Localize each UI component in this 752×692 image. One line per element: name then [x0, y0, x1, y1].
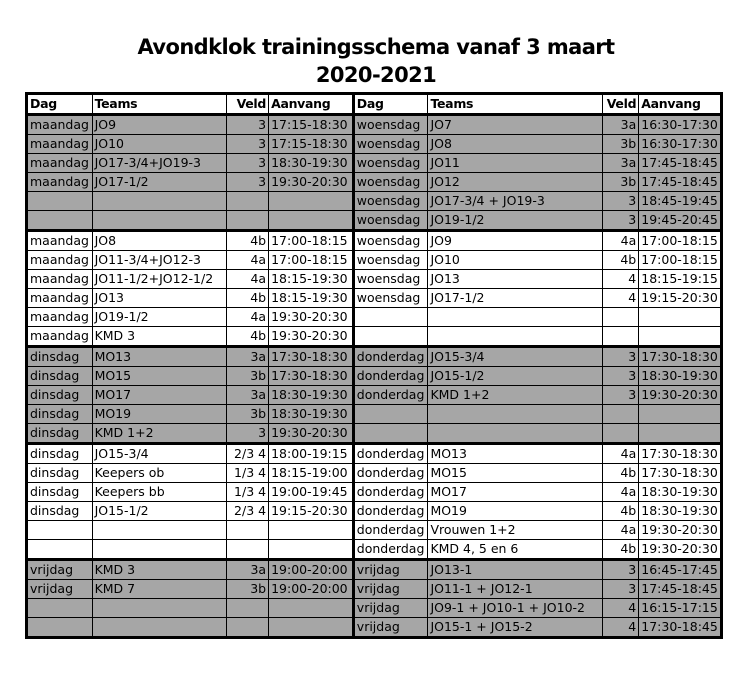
left-veld-cell: 3 [226, 173, 268, 192]
right-team-cell: Vrouwen 1+2 [428, 521, 603, 540]
right-veld-cell: 4a [602, 231, 638, 251]
left-dag-cell: maandag [27, 270, 93, 289]
left-veld-cell [226, 192, 268, 211]
right-team-cell: JO9-1 + JO10-1 + JO10-2 [428, 599, 603, 618]
right-team-cell: KMD 4, 5 en 6 [428, 540, 603, 560]
right-team-cell: JO17-3/4 + JO19-3 [428, 192, 603, 211]
left-veld-cell: 3b [226, 405, 268, 424]
right-aanvang-cell [639, 327, 722, 347]
right-veld-cell: 3 [602, 580, 638, 599]
right-veld-cell: 4b [602, 251, 638, 270]
left-aanvang-cell: 19:30-20:30 [269, 173, 354, 192]
right-team-cell: JO8 [428, 135, 603, 154]
left-team-cell: Keepers ob [92, 464, 226, 483]
left-team-cell: KMD 3 [92, 327, 226, 347]
right-aanvang-cell: 19:30-20:30 [639, 540, 722, 560]
right-dag-cell: donderdag [353, 347, 428, 367]
right-aanvang-cell: 19:30-20:30 [639, 386, 722, 405]
right-team-cell [428, 424, 603, 444]
right-dag-cell: woensdag [353, 154, 428, 173]
left-veld-cell: 4a [226, 251, 268, 270]
right-aanvang-cell: 19:45-20:45 [639, 211, 722, 231]
left-dag-cell: dinsdag [27, 424, 93, 444]
left-team-cell: MO17 [92, 386, 226, 405]
right-dag-cell: vrijdag [353, 599, 428, 618]
right-veld-cell: 3 [602, 367, 638, 386]
table-row [27, 367, 722, 386]
left-veld-cell: 3 [226, 135, 268, 154]
right-dag-cell: donderdag [353, 540, 428, 560]
right-veld-cell: 4a [602, 521, 638, 540]
right-team-cell [428, 405, 603, 424]
table-row [27, 560, 722, 580]
right-dag-cell: donderdag [353, 502, 428, 521]
header-row [27, 94, 722, 115]
right-team-cell: MO13 [428, 444, 603, 464]
right-team-cell: JO10 [428, 251, 603, 270]
left-dag-cell: maandag [27, 327, 93, 347]
left-aanvang-cell: 19:00-19:45 [269, 483, 354, 502]
table-row [27, 308, 722, 327]
left-team-cell: JO13 [92, 289, 226, 308]
table-row [27, 115, 722, 135]
left-team-cell: JO19-1/2 [92, 308, 226, 327]
right-aanvang-cell: 17:30-18:45 [639, 618, 722, 638]
table-row [27, 521, 722, 540]
right-team-cell: KMD 1+2 [428, 386, 603, 405]
header-teams-right: Teams [428, 94, 603, 115]
right-dag-cell: woensdag [353, 115, 428, 135]
right-aanvang-cell: 16:30-17:30 [639, 115, 722, 135]
right-dag-cell: donderdag [353, 521, 428, 540]
right-dag-cell: woensdag [353, 289, 428, 308]
left-aanvang-cell: 18:15-19:30 [269, 270, 354, 289]
left-veld-cell: 1/3 4 [226, 464, 268, 483]
left-team-cell: JO15-1/2 [92, 502, 226, 521]
right-aanvang-cell: 16:15-17:15 [639, 599, 722, 618]
right-veld-cell: 4 [602, 618, 638, 638]
right-veld-cell: 4b [602, 464, 638, 483]
header-veld-right: Veld [602, 94, 638, 115]
right-aanvang-cell [639, 424, 722, 444]
right-veld-cell: 4a [602, 483, 638, 502]
left-aanvang-cell: 18:00-19:15 [269, 444, 354, 464]
right-aanvang-cell: 18:30-19:30 [639, 367, 722, 386]
left-aanvang-cell [269, 618, 354, 638]
training-schedule-table [25, 92, 723, 639]
left-veld-cell [226, 599, 268, 618]
table-row [27, 618, 722, 638]
left-veld-cell: 3b [226, 367, 268, 386]
right-aanvang-cell: 17:30-18:30 [639, 347, 722, 367]
right-team-cell [428, 327, 603, 347]
left-team-cell: MO15 [92, 367, 226, 386]
left-team-cell [92, 521, 226, 540]
schedule-title: Avondklok trainingsschema vanaf 3 maart [137, 35, 615, 59]
right-team-cell: JO13-1 [428, 560, 603, 580]
right-dag-cell [353, 424, 428, 444]
left-aanvang-cell: 19:30-20:30 [269, 327, 354, 347]
right-team-cell: JO9 [428, 231, 603, 251]
right-veld-cell: 3b [602, 173, 638, 192]
schedule-season: 2020-2021 [315, 63, 437, 87]
left-dag-cell: maandag [27, 135, 93, 154]
left-team-cell [92, 211, 226, 231]
right-dag-cell: donderdag [353, 386, 428, 405]
left-aanvang-cell: 17:00-18:15 [269, 231, 354, 251]
left-veld-cell: 4b [226, 289, 268, 308]
right-dag-cell: woensdag [353, 251, 428, 270]
left-dag-cell: maandag [27, 154, 93, 173]
left-dag-cell [27, 521, 93, 540]
left-veld-cell: 2/3 4 [226, 502, 268, 521]
right-dag-cell: vrijdag [353, 618, 428, 638]
left-team-cell: Keepers bb [92, 483, 226, 502]
right-dag-cell [353, 308, 428, 327]
left-dag-cell: dinsdag [27, 347, 93, 367]
right-veld-cell: 3 [602, 560, 638, 580]
right-team-cell: JO11 [428, 154, 603, 173]
left-dag-cell: dinsdag [27, 464, 93, 483]
right-team-cell: JO15-1/2 [428, 367, 603, 386]
left-veld-cell: 1/3 4 [226, 483, 268, 502]
table-row [27, 540, 722, 560]
left-dag-cell: maandag [27, 115, 93, 135]
left-dag-cell: maandag [27, 231, 93, 251]
header-teams-left: Teams [92, 94, 226, 115]
right-aanvang-cell: 17:45-18:45 [639, 580, 722, 599]
left-veld-cell [226, 521, 268, 540]
table-row [27, 154, 722, 173]
left-team-cell [92, 599, 226, 618]
left-aanvang-cell: 18:15-19:30 [269, 289, 354, 308]
table-row [27, 192, 722, 211]
right-dag-cell: vrijdag [353, 560, 428, 580]
left-dag-cell [27, 192, 93, 211]
left-aanvang-cell [269, 521, 354, 540]
right-dag-cell [353, 405, 428, 424]
left-aanvang-cell: 17:15-18:30 [269, 115, 354, 135]
right-veld-cell [602, 424, 638, 444]
header-veld-left: Veld [226, 94, 268, 115]
right-aanvang-cell: 18:15-19:15 [639, 270, 722, 289]
left-dag-cell [27, 211, 93, 231]
right-aanvang-cell: 19:30-20:30 [639, 521, 722, 540]
left-aanvang-cell: 19:00-20:00 [269, 580, 354, 599]
left-dag-cell: dinsdag [27, 444, 93, 464]
left-veld-cell: 3 [226, 154, 268, 173]
left-dag-cell: maandag [27, 289, 93, 308]
table-row [27, 386, 722, 405]
table-row [27, 270, 722, 289]
right-dag-cell: donderdag [353, 464, 428, 483]
table-row [27, 231, 722, 251]
right-team-cell: JO7 [428, 115, 603, 135]
left-team-cell: JO15-3/4 [92, 444, 226, 464]
left-veld-cell: 4b [226, 327, 268, 347]
left-dag-cell: maandag [27, 308, 93, 327]
left-aanvang-cell [269, 211, 354, 231]
right-aanvang-cell: 17:45-18:45 [639, 173, 722, 192]
left-veld-cell: 3b [226, 580, 268, 599]
right-team-cell: JO11-1 + JO12-1 [428, 580, 603, 599]
left-veld-cell: 3 [226, 424, 268, 444]
right-team-cell: JO15-1 + JO15-2 [428, 618, 603, 638]
right-aanvang-cell: 18:30-19:30 [639, 502, 722, 521]
right-dag-cell: woensdag [353, 270, 428, 289]
right-team-cell: MO15 [428, 464, 603, 483]
right-aanvang-cell [639, 405, 722, 424]
left-team-cell [92, 618, 226, 638]
left-veld-cell [226, 540, 268, 560]
right-veld-cell: 3 [602, 347, 638, 367]
left-dag-cell: dinsdag [27, 502, 93, 521]
left-aanvang-cell [269, 540, 354, 560]
table-row [27, 173, 722, 192]
right-dag-cell: woensdag [353, 192, 428, 211]
table-row [27, 599, 722, 618]
right-aanvang-cell [639, 308, 722, 327]
table-row [27, 464, 722, 483]
right-aanvang-cell: 19:15-20:30 [639, 289, 722, 308]
right-team-cell: MO19 [428, 502, 603, 521]
left-aanvang-cell: 18:30-19:30 [269, 386, 354, 405]
left-dag-cell: vrijdag [27, 560, 93, 580]
left-dag-cell: maandag [27, 173, 93, 192]
right-dag-cell: woensdag [353, 231, 428, 251]
right-aanvang-cell: 18:45-19:45 [639, 192, 722, 211]
left-team-cell: MO13 [92, 347, 226, 367]
left-veld-cell: 3a [226, 560, 268, 580]
right-dag-cell: woensdag [353, 135, 428, 154]
left-aanvang-cell: 19:00-20:00 [269, 560, 354, 580]
left-veld-cell [226, 618, 268, 638]
right-dag-cell: donderdag [353, 483, 428, 502]
left-dag-cell [27, 599, 93, 618]
left-team-cell [92, 192, 226, 211]
left-team-cell: JO17-3/4+JO19-3 [92, 154, 226, 173]
left-team-cell: KMD 7 [92, 580, 226, 599]
left-dag-cell: dinsdag [27, 405, 93, 424]
table-row [27, 251, 722, 270]
header-dag-left: Dag [27, 94, 93, 115]
right-aanvang-cell: 17:30-18:30 [639, 444, 722, 464]
table-row [27, 580, 722, 599]
right-dag-cell: woensdag [353, 173, 428, 192]
left-aanvang-cell: 17:00-18:15 [269, 251, 354, 270]
right-aanvang-cell: 16:45-17:45 [639, 560, 722, 580]
table-row [27, 444, 722, 464]
right-dag-cell: donderdag [353, 444, 428, 464]
left-dag-cell: dinsdag [27, 483, 93, 502]
left-team-cell: KMD 3 [92, 560, 226, 580]
right-veld-cell: 4 [602, 289, 638, 308]
left-team-cell [92, 540, 226, 560]
right-dag-cell: woensdag [353, 211, 428, 231]
left-dag-cell: dinsdag [27, 386, 93, 405]
right-veld-cell: 4 [602, 270, 638, 289]
table-row [27, 289, 722, 308]
left-dag-cell [27, 618, 93, 638]
left-team-cell: JO17-1/2 [92, 173, 226, 192]
table-row [27, 424, 722, 444]
right-veld-cell: 3a [602, 154, 638, 173]
left-aanvang-cell: 19:15-20:30 [269, 502, 354, 521]
right-veld-cell: 3 [602, 192, 638, 211]
left-veld-cell: 2/3 4 [226, 444, 268, 464]
left-veld-cell: 4a [226, 270, 268, 289]
left-aanvang-cell: 17:30-18:30 [269, 347, 354, 367]
left-veld-cell: 4a [226, 308, 268, 327]
right-team-cell: JO13 [428, 270, 603, 289]
right-aanvang-cell: 17:00-18:15 [639, 231, 722, 251]
right-aanvang-cell: 16:30-17:30 [639, 135, 722, 154]
right-team-cell [428, 308, 603, 327]
table-row [27, 347, 722, 367]
right-dag-cell: donderdag [353, 367, 428, 386]
table-row [27, 327, 722, 347]
right-aanvang-cell: 18:30-19:30 [639, 483, 722, 502]
right-team-cell: MO17 [428, 483, 603, 502]
left-team-cell: JO11-3/4+JO12-3 [92, 251, 226, 270]
left-team-cell: JO10 [92, 135, 226, 154]
left-team-cell: JO8 [92, 231, 226, 251]
right-veld-cell: 4b [602, 502, 638, 521]
left-aanvang-cell: 18:30-19:30 [269, 405, 354, 424]
left-team-cell: KMD 1+2 [92, 424, 226, 444]
right-veld-cell [602, 308, 638, 327]
left-team-cell: JO11-1/2+JO12-1/2 [92, 270, 226, 289]
right-veld-cell: 4 [602, 599, 638, 618]
table-row [27, 135, 722, 154]
right-veld-cell: 4b [602, 540, 638, 560]
left-dag-cell: dinsdag [27, 367, 93, 386]
left-veld-cell: 3a [226, 386, 268, 405]
schedule-body [27, 115, 722, 638]
left-dag-cell: vrijdag [27, 580, 93, 599]
right-team-cell: JO12 [428, 173, 603, 192]
left-aanvang-cell: 19:30-20:30 [269, 424, 354, 444]
header-dag-right: Dag [353, 94, 428, 115]
right-dag-cell [353, 327, 428, 347]
right-team-cell: JO19-1/2 [428, 211, 603, 231]
right-aanvang-cell: 17:00-18:15 [639, 251, 722, 270]
left-aanvang-cell: 17:30-18:30 [269, 367, 354, 386]
left-aanvang-cell: 18:30-19:30 [269, 154, 354, 173]
left-veld-cell: 3 [226, 115, 268, 135]
left-aanvang-cell: 17:15-18:30 [269, 135, 354, 154]
table-row [27, 405, 722, 424]
left-aanvang-cell [269, 599, 354, 618]
right-aanvang-cell: 17:30-18:30 [639, 464, 722, 483]
left-aanvang-cell: 18:15-19:00 [269, 464, 354, 483]
left-aanvang-cell [269, 192, 354, 211]
left-team-cell: MO19 [92, 405, 226, 424]
right-veld-cell [602, 327, 638, 347]
right-veld-cell: 4a [602, 444, 638, 464]
right-veld-cell: 3 [602, 211, 638, 231]
left-aanvang-cell: 19:30-20:30 [269, 308, 354, 327]
left-veld-cell: 3a [226, 347, 268, 367]
table-row [27, 483, 722, 502]
table-row [27, 502, 722, 521]
left-team-cell: JO9 [92, 115, 226, 135]
left-dag-cell: maandag [27, 251, 93, 270]
header-aanvang-left: Aanvang [269, 94, 354, 115]
left-dag-cell [27, 540, 93, 560]
table-row [27, 211, 722, 231]
right-veld-cell: 3b [602, 135, 638, 154]
left-veld-cell: 4b [226, 231, 268, 251]
right-veld-cell [602, 405, 638, 424]
left-veld-cell [226, 211, 268, 231]
right-veld-cell: 3a [602, 115, 638, 135]
right-team-cell: JO15-3/4 [428, 347, 603, 367]
header-aanvang-right: Aanvang [639, 94, 722, 115]
right-dag-cell: vrijdag [353, 580, 428, 599]
right-veld-cell: 3 [602, 386, 638, 405]
right-team-cell: JO17-1/2 [428, 289, 603, 308]
right-aanvang-cell: 17:45-18:45 [639, 154, 722, 173]
